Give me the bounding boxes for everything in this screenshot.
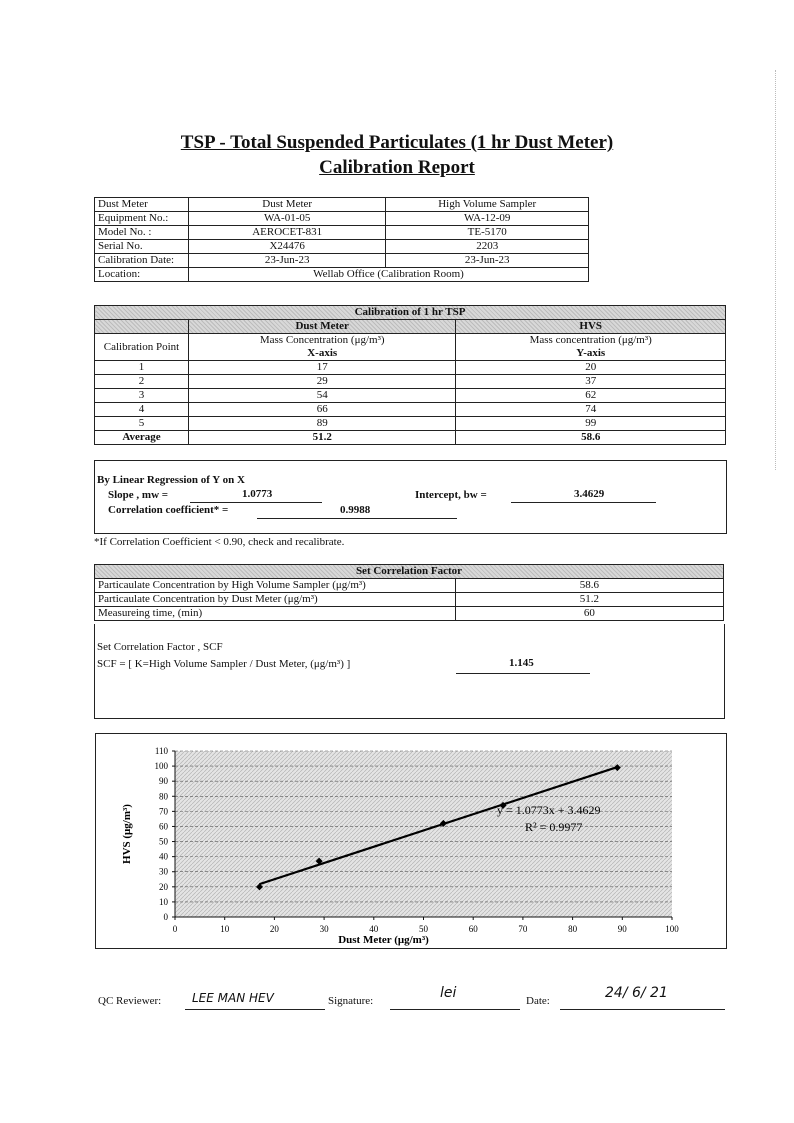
hvs-unit-label: Mass concentration (μg/m³)	[456, 334, 726, 348]
plot-area	[175, 751, 672, 917]
dust-meter-reading: 29	[188, 375, 456, 389]
calibration-point: 2	[95, 375, 189, 389]
slope-label: Slope , mw =	[108, 489, 169, 501]
info-label: Dust Meter	[95, 198, 189, 212]
hvs-value: WA-12-09	[386, 212, 589, 226]
x-tick-label: 100	[665, 924, 679, 934]
info-label: Model No. :	[95, 226, 189, 240]
hvs-reading: 99	[456, 417, 726, 431]
y-tick-label: 0	[163, 912, 168, 922]
average-x: 51.2	[188, 431, 456, 445]
dm-unit-label: Mass Concentration (μg/m³)	[188, 334, 456, 348]
hvs-header: HVS	[456, 320, 726, 334]
hvs-reading: 62	[456, 389, 726, 403]
scf-row-label: Measureing time, (min)	[95, 607, 456, 621]
x-tick-label: 10	[220, 924, 230, 934]
y-tick-label: 60	[159, 821, 168, 832]
dust-meter-reading: 66	[188, 403, 456, 417]
y-tick-label: 70	[159, 806, 168, 817]
scf-row-label: Particaulate Concentration by High Volume Sampler (μg/m³)	[95, 579, 456, 593]
y-axis-label: Y-axis	[456, 347, 726, 361]
correlation-label: Correlation coefficient* =	[108, 504, 229, 516]
x-tick-label: 0	[172, 924, 178, 934]
dust-meter-header: Dust Meter	[188, 320, 456, 334]
x-tick-label: 80	[568, 924, 578, 934]
r-squared-label: R² = 0.9977	[525, 820, 583, 834]
x-tick-label: 50	[419, 924, 428, 934]
calibration-point-label: Calibration Point	[95, 334, 189, 361]
y-tick-label: 40	[159, 851, 168, 862]
calibration-point: 4	[95, 403, 189, 417]
scf-row-label: Particaulate Concentration by Dust Meter (μg/m³)	[95, 593, 456, 607]
scf-row-value: 60	[455, 607, 723, 621]
dust-meter-value: AEROCET-831	[188, 226, 385, 240]
reviewer-value: LEE MAN HEV	[192, 991, 274, 1005]
calibration-point: 1	[95, 361, 189, 375]
correlation-value: 0.9988	[340, 504, 371, 516]
signature-label: Signature:	[328, 995, 374, 1007]
average-label: Average	[95, 431, 189, 445]
x-tick-label: 20	[269, 924, 279, 934]
dust-meter-value: 23-Jun-23	[188, 254, 385, 268]
scf-formula-label: SCF = [ K=High Volume Sampler / Dust Meter, (μg/m³) ]	[97, 658, 351, 670]
info-label: Calibration Date:	[95, 254, 189, 268]
reviewer-label: QC Reviewer:	[98, 995, 162, 1007]
scf-set-label: Set Correlation Factor , SCF	[97, 641, 223, 653]
dust-meter-reading: 89	[188, 417, 456, 431]
y-tick-label: 50	[159, 836, 168, 847]
regression-heading: By Linear Regression of Y on X	[97, 474, 245, 486]
y-tick-label: 110	[154, 746, 168, 756]
report-subtitle: Calibration Report	[319, 157, 475, 178]
x-tick-label: 90	[617, 924, 627, 934]
y-tick-label: 80	[159, 791, 168, 802]
footnote: *If Correlation Coefficient < 0.90, check and recalibrate.	[94, 536, 345, 548]
hvs-reading: 37	[456, 375, 726, 389]
hvs-reading: 74	[456, 403, 726, 417]
scf-header: Set Correlation Factor	[95, 565, 724, 579]
info-label: Serial No.	[95, 240, 189, 254]
dust-meter-value: Dust Meter	[188, 198, 385, 212]
scf-value: 1.145	[509, 657, 534, 669]
date-label: Date:	[526, 995, 550, 1007]
trendline-equation: y = 1.0773x + 3.4629	[497, 803, 601, 817]
y-tick-label: 10	[159, 896, 168, 907]
intercept-label: Intercept, bw =	[415, 489, 487, 501]
location-label: Location:	[95, 268, 189, 282]
dust-meter-reading: 17	[188, 361, 456, 375]
hvs-value: High Volume Sampler	[386, 198, 589, 212]
hvs-value: 2203	[386, 240, 589, 254]
x-tick-label: 60	[468, 924, 478, 934]
calibration-header: Calibration of 1 hr TSP	[95, 306, 726, 320]
scf-row-value: 58.6	[455, 579, 723, 593]
dust-meter-value: X24476	[188, 240, 385, 254]
average-y: 58.6	[456, 431, 726, 445]
x-axis-title: Dust Meter (μg/m³)	[338, 934, 429, 946]
y-tick-label: 100	[154, 761, 168, 772]
report-title: TSP - Total Suspended Particulates (1 hr Dust Meter)	[180, 132, 614, 153]
dust-meter-reading: 54	[188, 389, 456, 403]
calibration-point: 5	[95, 417, 189, 431]
y-tick-label: 20	[159, 881, 168, 892]
hvs-value: TE-5170	[386, 226, 589, 240]
hvs-reading: 20	[456, 361, 726, 375]
dust-meter-value: WA-01-05	[188, 212, 385, 226]
slope-value: 1.0773	[242, 488, 273, 500]
scf-row-value: 51.2	[455, 593, 723, 607]
calibration-point: 3	[95, 389, 189, 403]
y-axis-title: HVS (μg/m³)	[121, 804, 133, 864]
x-tick-label: 40	[369, 924, 379, 934]
hvs-value: 23-Jun-23	[386, 254, 589, 268]
x-tick-label: 30	[319, 924, 329, 934]
y-tick-label: 90	[159, 776, 168, 787]
intercept-value: 3.4629	[574, 488, 605, 500]
signature-value: lei	[440, 985, 457, 1001]
info-label: Equipment No.:	[95, 212, 189, 226]
location-value: Wellab Office (Calibration Room)	[188, 268, 588, 282]
date-value: 24/ 6/ 21	[605, 985, 668, 1001]
x-tick-label: 70	[518, 924, 528, 934]
x-axis-label: X-axis	[188, 347, 456, 361]
y-tick-label: 30	[159, 866, 168, 877]
